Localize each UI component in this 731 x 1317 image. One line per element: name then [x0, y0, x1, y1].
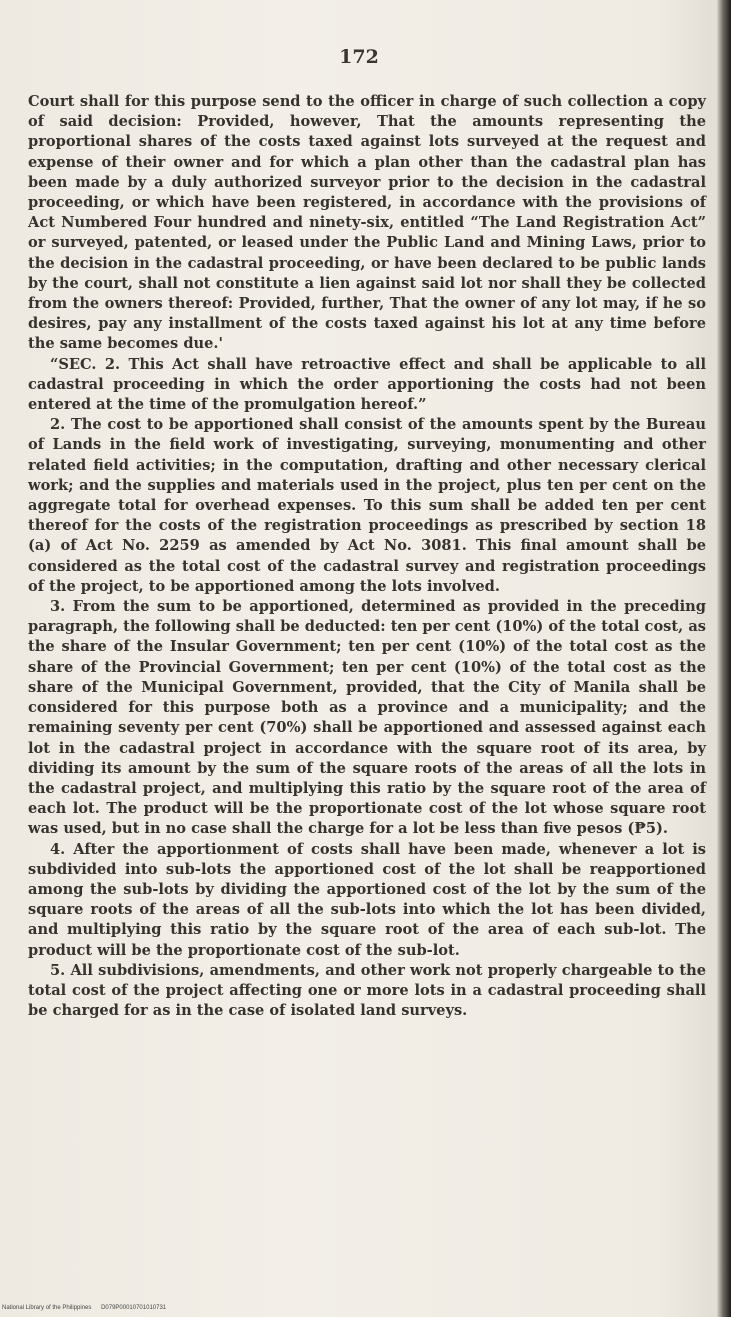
scan-footer	[2, 1305, 174, 1311]
paragraph-item-3: 3. From the sum to be apportioned, determined as provided in the preceding paragraph, the following shall be deducted: ten per cent (10%) of the total cost, as the share of the Insular Government; ten per cent (10%) of the total cost as the share of the Provincial Government; ten per cent (10%) of the total cost as the share of the Municipal Government, provided, that the City of Manila shall be considered for this purpose both as a province and a municipality; and the remaining seventy per cent (70%) shall be apportioned and assessed against each lot in the cadastral project in accordance with the square root of its area, by dividing its amount by the sum of the square roots of the areas of all the lots in the cadastral project, and multiplying this ratio by the square root of the area of each lot. The product will be the proportionate cost of the lot whose square root was used, but in no case shall the charge for a lot be less than five pesos (₱5).	[28, 598, 706, 838]
scan-code: D079P00010701010731	[101, 1305, 167, 1311]
page-binding-edge	[717, 0, 731, 1317]
page-number: 172	[339, 46, 379, 68]
document-body	[28, 92, 706, 1021]
library-credit: National Library of the Philippines	[2, 1305, 92, 1311]
paragraph-item-5: 5. All subdivisions, amendments, and other work not properly chargeable to the total cost of the project affecting one or more lots in a cadastral proceeding shall be charged for as in the case of isolated land surveys.	[28, 961, 706, 1020]
paragraph-item-2: 2. The cost to be apportioned shall consist of the amounts spent by the Bureau of Lands in the field work of investigating, surveying, monumenting and other related field activities; in the computation, drafting and other necessary clerical work; and the supplies and materials used in the project, plus ten per cent on the aggregate total for overhead expenses. To this sum shall be added ten per cent thereof for the costs of the registration proceedings as prescribed by section 18 (a) of Act No. 2259 as amended by Act No. 3081. This final amount shall be considered as the total cost of the cadastral survey and registration proceedings of the project, to be apportioned among the lots involved.	[28, 416, 706, 595]
paragraph-continuation: Court shall for this purpose send to the officer in charge of such collection a copy of said decision: Provided, however, That the amounts representing the proportional shares of the costs taxed against lots surveyed at the request and expense of their owner and for which a plan other than the cadastral plan has been made by a duly authorized surveyor prior to the decision in the cadastral proceeding, or which have been registered, in accordance with the provisions of Act Numbered Four hundred and ninety-six, entitled “The Land Registration Act” or surveyed, patented, or leased under the Public Land and Mining Laws, prior to the decision in the cadastral proceeding, or have been declared to be public lands by the court, shall not constitute a lien against said lot nor shall they be collected from the owners thereof: Provided, further, That the owner of any lot may, if he so desires, pay any installment of the costs taxed against his lot at any time before the same becomes due.'	[28, 93, 706, 353]
paragraph-item-4: 4. After the apportionment of costs shall have been made, whenever a lot is subdivided into sub-lots the apportioned cost of the lot shall be reapportioned among the sub-lots by dividing the apportioned cost of the lot by the sum of the square roots of the areas of all the sub-lots into which the lot has been divided, and multiplying this ratio by the square root of the area of each sub-lot. The product will be the proportionate cost of the sub-lot.	[28, 840, 706, 959]
paragraph-section-2: “SEC. 2. This Act shall have retroactive effect and shall be applicable to all cadastral proceeding in which the order apportioning the costs had not been entered at the time of the promulgation hereof.”	[28, 355, 706, 414]
